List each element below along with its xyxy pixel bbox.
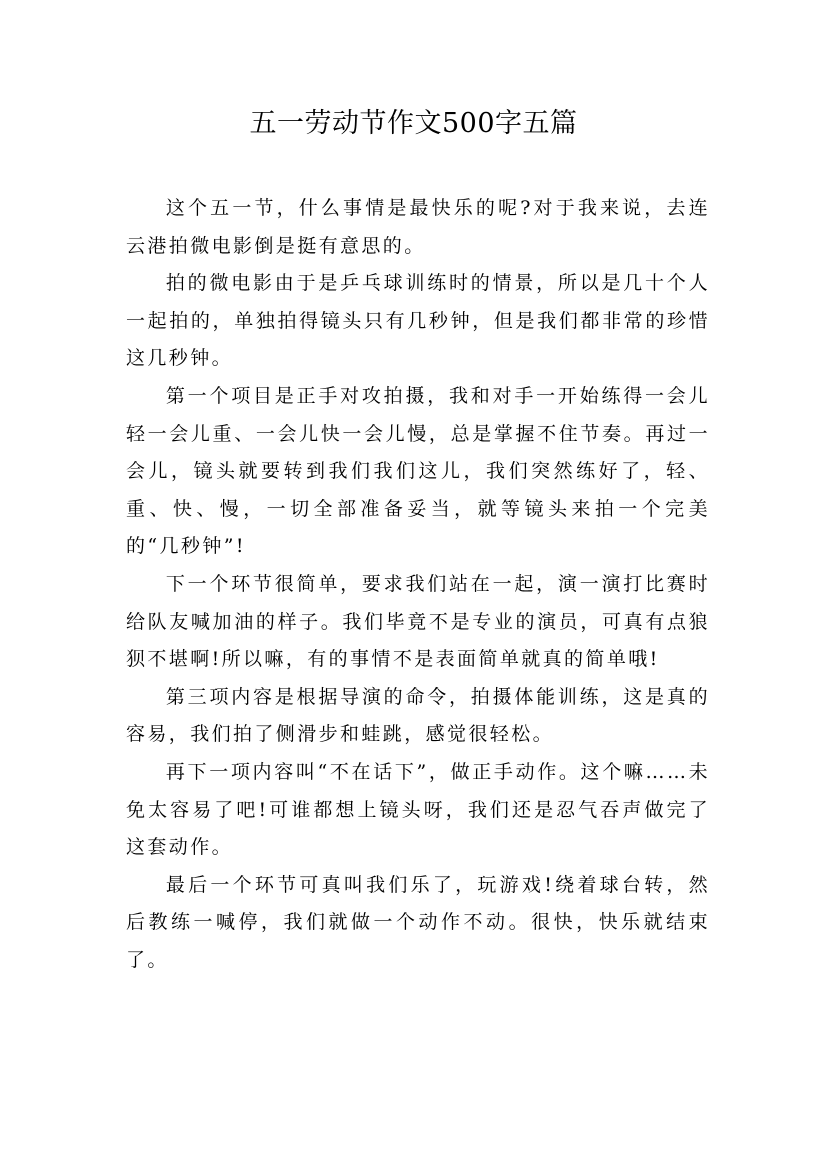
paragraph-5: 第三项内容是根据导演的命令，拍摄体能训练，这是真的容易，我们拍了侧滑步和蛙跳，感觉很轻松。 (126, 685, 710, 746)
paragraph-3: 第一个项目是正手对攻拍摄，我和对手一开始练得一会儿轻一会儿重、一会儿快一会儿慢，总是掌握不住节奏。再过一会儿，镜头就要转到我们我们这儿，我们突然练好了，轻、重、快、慢，一切全部准备妥当，就等镜头来拍一个完美的“几秒钟”! (126, 384, 710, 558)
paragraph-7: 最后一个环节可真叫我们乐了，玩游戏!绕着球台转，然后教练一喊停，我们就做一个动作不动。很快，快乐就结束了。 (126, 873, 710, 971)
paragraph-2: 拍的微电影由于是乒乓球训练时的情景，所以是几十个人一起拍的，单独拍得镜头只有几秒钟，但是我们都非常的珍惜这几秒钟。 (126, 272, 710, 370)
document-body (126, 190, 710, 979)
paragraph-4: 下一个环节很简单，要求我们站在一起，演一演打比赛时给队友喊加油的样子。我们毕竟不是专业的演员，可真有点狼狈不堪啊!所以嘛，有的事情不是表面简单就真的简单哦! (126, 572, 710, 671)
paragraph-1: 这个五一节，什么事情是最快乐的呢?对于我来说，去连云港拍微电影倒是挺有意思的。 (126, 197, 710, 257)
paragraph-6: 再下一项内容叫“不在话下”，做正手动作。这个嘛……未免太容易了吧!可谁都想上镜头呀，我们还是忍气吞声做完了这套动作。 (126, 760, 710, 859)
document-title: 五一劳动节作文500字五篇 (249, 108, 578, 139)
